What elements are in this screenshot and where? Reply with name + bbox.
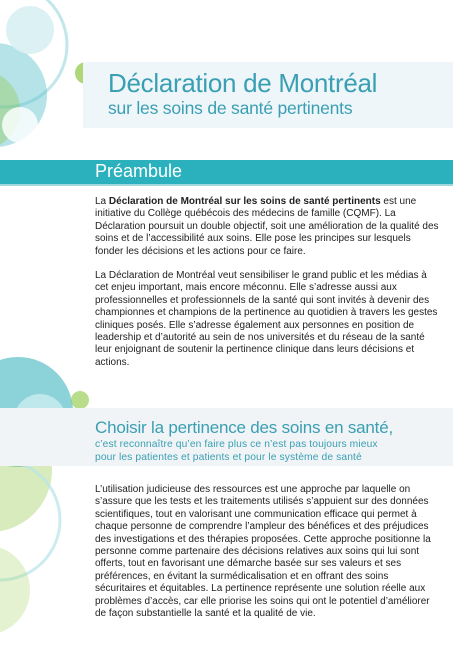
para1-lead: La [95,196,109,207]
deco-circle-top-light [6,6,54,54]
section2-subtitle-line1: c’est reconnaître qu’en faire plus ce n’est pas toujours mieux [95,439,378,450]
deco-circle-bottom-green [0,545,30,635]
section2-title: Choisir la pertinence des soins en santé, [95,418,393,437]
preambule-header-bar [0,160,453,184]
section2-paragraph: L’utilisation judicieuse des ressources est une approche par laquelle on s’assure que les tests et les traitements utilisés s’appuient sur des données scientifiques, tout en valorisant une communication efficace qui permet à chaque personne de comprendre l’ampleur des bénéfices et des préjudices des investigations et des thérapies proposées. Cette approche positionne la personne comme partenaire des décisions relatives aux soins qui lui sont offerts, tout en favorisant une démarche basée sur ses valeurs et ses préférences, en évitant la surmédicalisation et en offrant des soins sécuritaires et équitables. La pertinence représente une solution réelle aux problèmes d’accès, car elle priorise les soins qui ont le potentiel d’améliorer de façon substantielle la santé et la qualité de vie. [95,484,431,620]
preambule-paragraph-2: La Déclaration de Montréal veut sensibiliser le grand public et les médias à cet enjeu important, mais encore méconnu. Elle s’adresse aussi aux professionnelles et professionnels de la santé qui sont invités à devenir des championnes et champions de la pertinence au quotidien à travers les gestes cliniques posés. Elle s’adresse également aux personnes en position de leadership et d’autorité au sein de nos universités et du réseau de la santé leur enjoignant de soutenir la pertinence clinique dans leurs décisions et actions. [95,270,438,368]
para1-bold-title: Déclaration de Montréal sur les soins de santé pertinents [108,196,381,207]
document-subtitle: sur les soins de santé pertinents [108,98,353,118]
section2-subtitle-line2: pour les patientes et patients et pour le système de santé [95,452,362,463]
document-title: Déclaration de Montréal [108,68,378,98]
preambule-divider [0,184,453,186]
preambule-paragraph-1 [95,196,440,258]
para1-rest: est une initiative du Collège québécois des médecins de famille (CQMF). La Déclaration poursuit un double objectif, soit une amélioration de la qualité des soins et de l’accessibilité aux soins. Elle pose les principes sur lesquels fonder les décisions et les actions pour ce faire. [95,196,439,257]
preambule-heading: Préambule [95,161,183,181]
deco-circle-mid-small-green [71,391,89,409]
deco-circle-top-white [2,107,38,143]
